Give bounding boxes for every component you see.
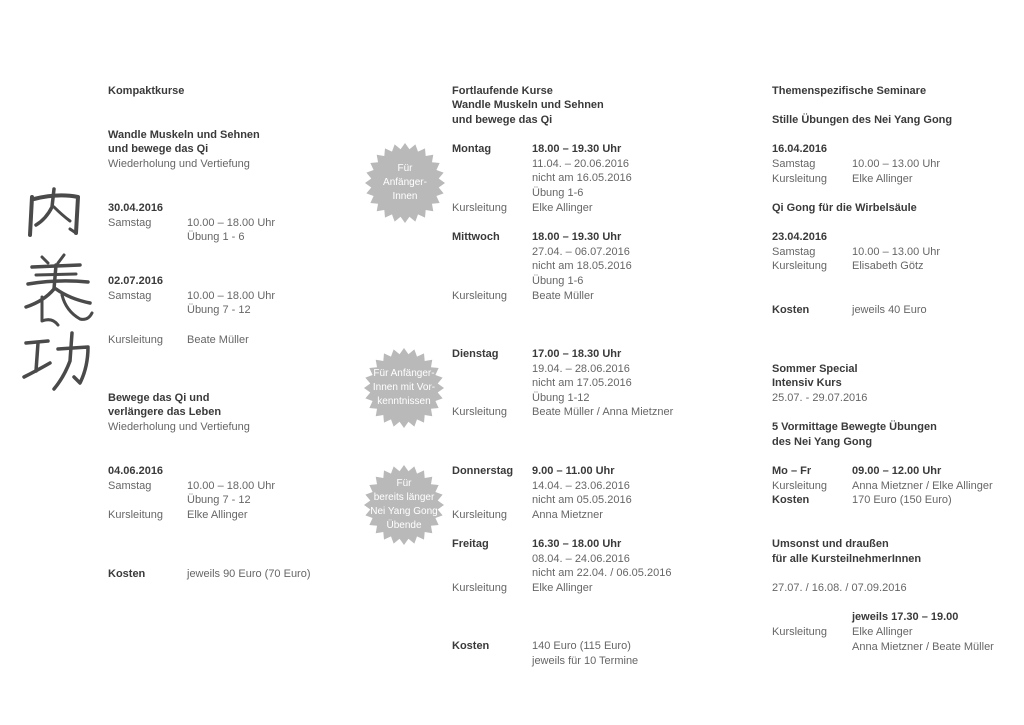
badge-text: Für Anfänger- Innen mit Vor- kenntnissen bbox=[372, 368, 436, 407]
leader-label: Kursleitung bbox=[452, 202, 508, 214]
free-title: Umsonst und draußen bbox=[772, 538, 889, 550]
leader-name: Elke Allinger bbox=[852, 173, 913, 185]
course-title: und bewege das Qi bbox=[452, 114, 553, 126]
leader-name: Elisabeth Götz bbox=[852, 260, 924, 272]
date-exception: nicht am 05.05.2016 bbox=[532, 494, 632, 506]
cost-note: jeweils für 10 Termine bbox=[532, 655, 639, 667]
leader-label: Kursleitung bbox=[452, 582, 508, 594]
seminar-title: Qi Gong für die Wirbelsäule bbox=[772, 202, 917, 214]
date-exception: nicht am 22.04. / 06.05.2016 bbox=[532, 567, 672, 579]
date-range: 19.04. – 28.06.2016 bbox=[532, 363, 630, 375]
course-day: Samstag bbox=[108, 480, 152, 492]
date-range: 08.04. – 24.06.2016 bbox=[532, 553, 630, 565]
course-title: und bewege das Qi bbox=[108, 143, 209, 155]
cost-label: Kosten bbox=[772, 494, 810, 506]
course-subtitle: Wiederholung und Vertiefung bbox=[108, 158, 250, 170]
special-title: Sommer Special bbox=[772, 363, 858, 375]
course-time: 10.00 – 18.00 Uhr bbox=[187, 217, 276, 229]
leader-name: Elke Allinger bbox=[187, 509, 248, 521]
special-dates: 25.07. - 29.07.2016 bbox=[772, 392, 868, 404]
weekday: Dienstag bbox=[452, 348, 499, 360]
weekday: Freitag bbox=[452, 538, 489, 550]
course-day: Samstag bbox=[108, 217, 152, 229]
cost-label: Kosten bbox=[452, 640, 490, 652]
course-time: 17.00 – 18.30 Uhr bbox=[532, 348, 622, 360]
special-time: 09.00 – 12.00 Uhr bbox=[852, 465, 942, 477]
course-exercise: Übung 7 - 12 bbox=[187, 494, 251, 506]
course-title: Bewege das Qi und bbox=[108, 392, 210, 404]
special-days: Mo – Fr bbox=[772, 465, 812, 477]
course-title: Wandle Muskeln und Sehnen bbox=[452, 99, 604, 111]
course-subtitle: Wiederholung und Vertiefung bbox=[108, 421, 250, 433]
weekday: Mittwoch bbox=[452, 231, 500, 243]
badge-beginners-with-knowledge bbox=[364, 348, 444, 428]
badge-beginners bbox=[365, 143, 445, 223]
leader-name: Elke Allinger bbox=[852, 626, 913, 638]
kompakt-heading: Kompaktkurse bbox=[108, 85, 185, 97]
leader-name: Beate Müller bbox=[532, 290, 594, 302]
leader-name: Anna Mietzner / Elke Allinger bbox=[852, 480, 993, 492]
themen-heading: Themenspezifische Seminare bbox=[772, 85, 927, 97]
leader-name: Elke Allinger bbox=[532, 202, 593, 214]
course-date: 02.07.2016 bbox=[108, 275, 164, 287]
course-date: 04.06.2016 bbox=[108, 465, 164, 477]
leader-label: Kursleitung bbox=[452, 509, 508, 521]
course-time: 10.00 – 18.00 Uhr bbox=[187, 480, 276, 492]
seminar-day: Samstag bbox=[772, 158, 816, 170]
course-exercise: Übung 1-6 bbox=[532, 187, 584, 199]
date-range: 11.04. – 20.06.2016 bbox=[532, 158, 630, 170]
badge-advanced bbox=[364, 465, 444, 545]
cost-label: Kosten bbox=[108, 568, 146, 580]
course-title: verlängere das Leben bbox=[108, 406, 222, 418]
leader-label: Kursleitung bbox=[452, 406, 508, 418]
seminar-time: 10.00 – 13.00 Uhr bbox=[852, 246, 941, 258]
date-range: 14.04. – 23.06.2016 bbox=[532, 480, 630, 492]
course-time: 9.00 – 11.00 Uhr bbox=[532, 465, 615, 477]
free-time: jeweils 17.30 – 19.00 bbox=[852, 611, 959, 623]
free-dates: 27.07. / 16.08. / 07.09.2016 bbox=[772, 582, 907, 594]
seminar-title: Stille Übungen des Nei Yang Gong bbox=[772, 114, 953, 126]
leader-name: Elke Allinger bbox=[532, 582, 593, 594]
badge-text: Für bereits länger Nei Yang Gong Übende bbox=[370, 478, 438, 531]
special-description: des Nei Yang Gong bbox=[772, 436, 873, 448]
leader-label: Kursleitung bbox=[108, 509, 164, 521]
leader-name: Beate Müller / Anna Mietzner bbox=[532, 406, 674, 418]
cost-value: 140 Euro (115 Euro) bbox=[532, 640, 631, 652]
calligraphy-image bbox=[18, 185, 98, 395]
date-exception: nicht am 18.05.2016 bbox=[532, 260, 632, 272]
seminar-date: 16.04.2016 bbox=[772, 143, 828, 155]
leader-label: Kursleitung bbox=[772, 480, 828, 492]
seminar-day: Samstag bbox=[772, 246, 816, 258]
course-time: 10.00 – 18.00 Uhr bbox=[187, 290, 276, 302]
course-exercise: Übung 7 - 12 bbox=[187, 304, 251, 316]
course-date: 30.04.2016 bbox=[108, 202, 164, 214]
weekday: Montag bbox=[452, 143, 492, 155]
cost-value: jeweils 40 Euro bbox=[852, 304, 927, 316]
special-description: 5 Vormittage Bewegte Übungen bbox=[772, 421, 937, 433]
badge-text: Für Anfänger- Innen bbox=[383, 163, 427, 202]
date-exception: nicht am 16.05.2016 bbox=[532, 172, 632, 184]
cost-label: Kosten bbox=[772, 304, 810, 316]
free-subtitle: für alle KursteilnehmerInnen bbox=[772, 553, 922, 565]
weekday: Donnerstag bbox=[452, 465, 514, 477]
fortlaufend-heading: Fortlaufende Kurse bbox=[452, 85, 553, 97]
leader-label: Kursleitung bbox=[772, 173, 828, 185]
seminar-date: 23.04.2016 bbox=[772, 231, 828, 243]
course-time: 18.00 – 19.30 Uhr bbox=[532, 143, 622, 155]
leader-label: Kursleitung bbox=[452, 290, 508, 302]
course-exercise: Übung 1-12 bbox=[532, 392, 590, 404]
leader-name: Anna Mietzner bbox=[532, 509, 603, 521]
cost-value: jeweils 90 Euro (70 Euro) bbox=[187, 568, 311, 580]
leader-name: Beate Müller bbox=[187, 334, 249, 346]
course-time: 18.00 – 19.30 Uhr bbox=[532, 231, 622, 243]
date-exception: nicht am 17.05.2016 bbox=[532, 377, 632, 389]
special-subtitle: Intensiv Kurs bbox=[772, 377, 842, 389]
course-day: Samstag bbox=[108, 290, 152, 302]
course-exercise: Übung 1-6 bbox=[532, 275, 584, 287]
seminar-time: 10.00 – 13.00 Uhr bbox=[852, 158, 941, 170]
date-range: 27.04. – 06.07.2016 bbox=[532, 246, 630, 258]
leader-label: Kursleitung bbox=[772, 626, 828, 638]
course-exercise: Übung 1 - 6 bbox=[187, 231, 245, 243]
cost-value: 170 Euro (150 Euro) bbox=[852, 494, 952, 506]
leader-label: Kursleitung bbox=[108, 334, 164, 346]
course-title: Wandle Muskeln und Sehnen bbox=[108, 129, 260, 141]
course-time: 16.30 – 18.00 Uhr bbox=[532, 538, 622, 550]
leader-name: Anna Mietzner / Beate Müller bbox=[852, 641, 994, 653]
leader-label: Kursleitung bbox=[772, 260, 828, 272]
